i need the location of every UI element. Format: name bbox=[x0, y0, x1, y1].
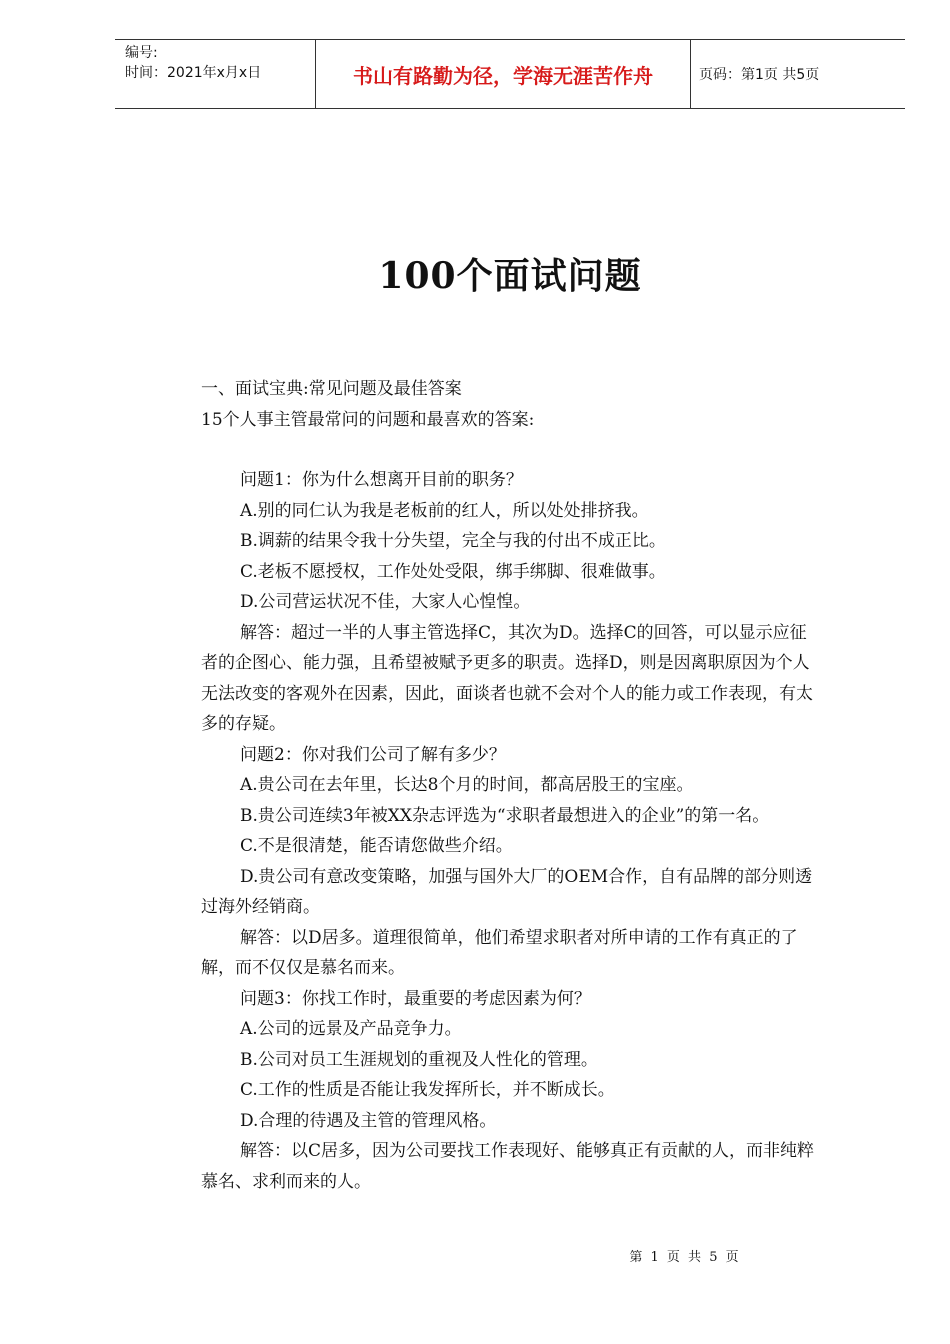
number-label: 编号: bbox=[125, 45, 158, 61]
time-label: 时间：2021年x月x日 bbox=[125, 65, 262, 81]
option-3d: D.合理的待遇及主管的管理风格。 bbox=[240, 1110, 497, 1131]
option-3c: C.工作的性质是否能让我发挥所长，并不断成长。 bbox=[240, 1080, 615, 1100]
option-2a: A.贵公司在去年里，长达8个月的时间，都高居股王的宝座。 bbox=[240, 775, 694, 795]
option-3a: A.公司的远景及产品竞争力。 bbox=[240, 1019, 462, 1039]
option-2b: B.贵公司连续3年被XX杂志评选为“求职者最想进入的企业”的第一名。 bbox=[240, 805, 770, 826]
option-1b: B.调薪的结果令我十分失望，完全与我的付出不成正比。 bbox=[240, 531, 666, 551]
question-3: 问题3：你找工作时，最重要的考虑因素为何？ bbox=[240, 988, 591, 1009]
answer-1: 解答：超过一半的人事主管选择C，其次为D。选择C的回答，可以显示应征者的企图心、能力强，且希望被赋予更多的职责。选择D，则是因离职原因为个人无法改变的客观外在因素，因此，面谈者也就不会对个人的能力或工作表现，有太多的存疑。 bbox=[201, 622, 813, 734]
option-1c: C.老板不愿授权，工作处处受限，绑手绑脚、很难做事。 bbox=[240, 561, 666, 582]
header-meta bbox=[115, 40, 315, 108]
intro-text: 15个人事主管最常问的问题和最喜欢的答案: bbox=[201, 409, 535, 430]
spacer bbox=[201, 435, 816, 465]
question-1: 问题1：你为什么想离开目前的职务？ bbox=[240, 470, 523, 490]
option-2d: D.贵公司有意改变策略，加强与国外大厂的OEM合作，自有品牌的部分则透过海外经销商。 bbox=[201, 866, 813, 917]
option-1d: D.公司营运状况不佳，大家人心惶惶。 bbox=[240, 592, 531, 612]
question-2: 问题2：你对我们公司了解有多少？ bbox=[240, 744, 506, 765]
header-page-label: 页码：第1页 共5页 bbox=[699, 67, 820, 83]
option-2c: C.不是很清楚，能否请您做些介绍。 bbox=[240, 836, 513, 856]
option-1a: A.别的同仁认为我是老板前的红人，所以处处排挤我。 bbox=[240, 500, 649, 521]
header-motto: 书山有路勤为径，学海无涯苦作舟 bbox=[315, 40, 691, 108]
section-heading: 一、面试宝典:常见问题及最佳答案 bbox=[201, 379, 462, 399]
document-title: 100个面试问题 bbox=[378, 255, 642, 297]
document-body bbox=[201, 374, 816, 1197]
page-footer: 第 1 页 共 5 页 bbox=[629, 1250, 741, 1265]
answer-2: 解答：以D居多。道理很简单，他们希望求职者对所申请的工作有真正的了解，而不仅仅是慕名而来。 bbox=[201, 927, 798, 978]
option-3b: B.公司对员工生涯规划的重视及人性化的管理。 bbox=[240, 1049, 598, 1070]
answer-3: 解答：以C居多，因为公司要找工作表现好、能够真正有贡献的人，而非纯粹慕名、求利而来的人。 bbox=[201, 1141, 815, 1192]
page-header bbox=[115, 39, 905, 109]
